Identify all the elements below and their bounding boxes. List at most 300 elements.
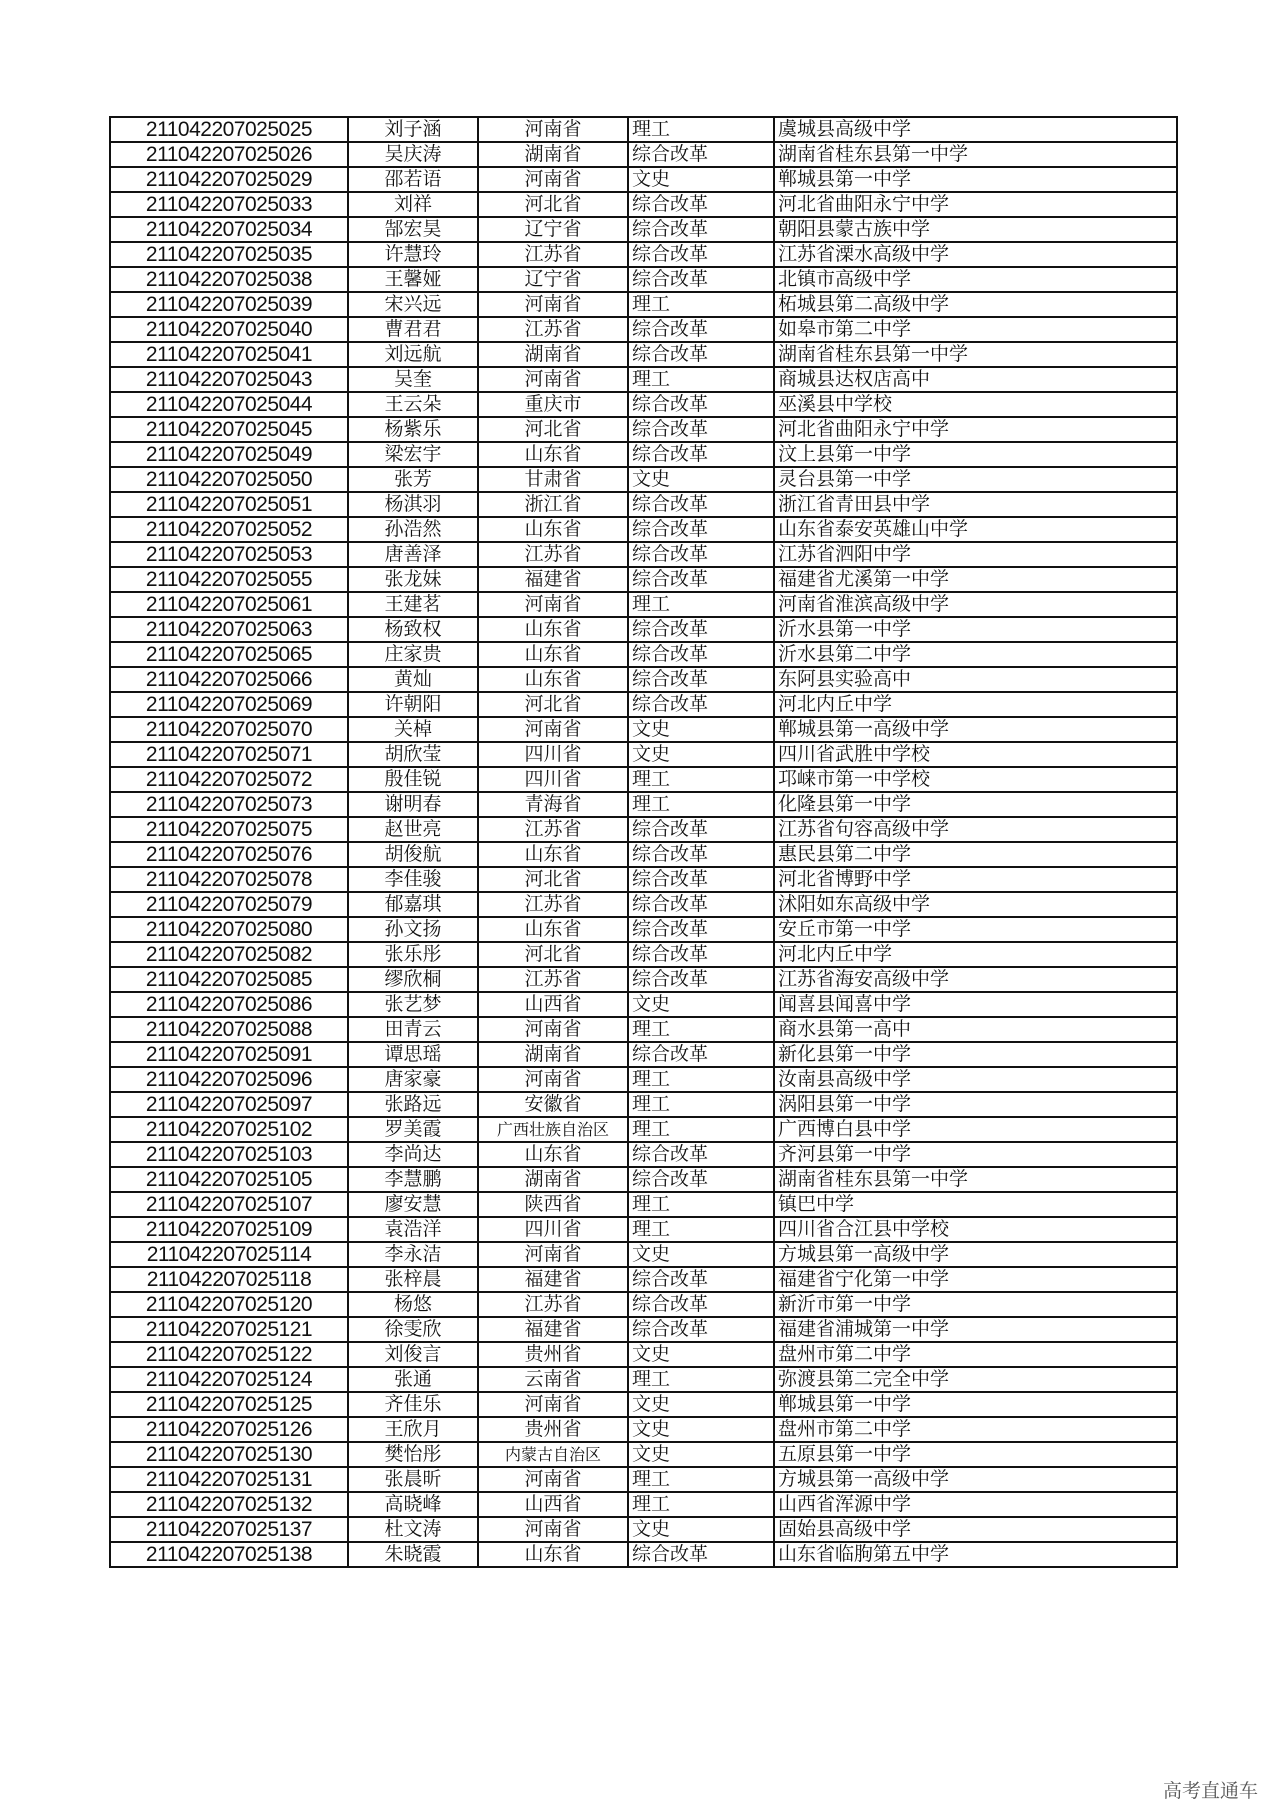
student-name-cell: 杨致权 xyxy=(348,617,478,642)
school-cell: 东阿县实验高中 xyxy=(774,667,1177,692)
school-cell: 福建省浦城第一中学 xyxy=(774,1317,1177,1342)
student-name-cell: 徐雯欣 xyxy=(348,1317,478,1342)
exam-id-cell: 211042207025088 xyxy=(110,1017,348,1042)
province-cell: 山东省 xyxy=(478,517,628,542)
school-cell: 湖南省桂东县第一中学 xyxy=(774,342,1177,367)
exam-id-cell: 211042207025029 xyxy=(110,167,348,192)
table-row xyxy=(110,567,1177,592)
table-row xyxy=(110,1217,1177,1242)
school-cell: 固始县高级中学 xyxy=(774,1517,1177,1542)
exam-id-cell: 211042207025041 xyxy=(110,342,348,367)
table-row xyxy=(110,1167,1177,1192)
province-cell: 湖南省 xyxy=(478,342,628,367)
province-cell: 河南省 xyxy=(478,1067,628,1092)
student-name-cell: 李尚达 xyxy=(348,1142,478,1167)
school-cell: 山东省临朐第五中学 xyxy=(774,1542,1177,1567)
province-cell: 陕西省 xyxy=(478,1192,628,1217)
table-row xyxy=(110,242,1177,267)
table-row xyxy=(110,942,1177,967)
student-name-cell: 刘子涵 xyxy=(348,117,478,142)
school-cell: 汝南县高级中学 xyxy=(774,1067,1177,1092)
school-cell: 江苏省海安高级中学 xyxy=(774,967,1177,992)
school-cell: 齐河县第一中学 xyxy=(774,1142,1177,1167)
student-name-cell: 许朝阳 xyxy=(348,692,478,717)
province-cell: 青海省 xyxy=(478,792,628,817)
table-row xyxy=(110,417,1177,442)
subject-type-cell: 文史 xyxy=(628,742,774,767)
student-name-cell: 罗美霞 xyxy=(348,1117,478,1142)
table-row xyxy=(110,1242,1177,1267)
table-row xyxy=(110,1542,1177,1567)
subject-type-cell: 理工 xyxy=(628,767,774,792)
province-cell: 辽宁省 xyxy=(478,217,628,242)
school-cell: 商水县第一高中 xyxy=(774,1017,1177,1042)
subject-type-cell: 综合改革 xyxy=(628,692,774,717)
province-cell: 广西壮族自治区 xyxy=(478,1117,628,1142)
exam-id-cell: 211042207025124 xyxy=(110,1367,348,1392)
subject-type-cell: 理工 xyxy=(628,367,774,392)
subject-type-cell: 综合改革 xyxy=(628,1542,774,1567)
subject-type-cell: 综合改革 xyxy=(628,1267,774,1292)
table-row xyxy=(110,1367,1177,1392)
exam-id-cell: 211042207025052 xyxy=(110,517,348,542)
school-cell: 镇巴中学 xyxy=(774,1192,1177,1217)
school-cell: 河北省曲阳永宁中学 xyxy=(774,417,1177,442)
student-name-cell: 刘俊言 xyxy=(348,1342,478,1367)
school-cell: 福建省尤溪第一中学 xyxy=(774,567,1177,592)
student-name-cell: 张通 xyxy=(348,1367,478,1392)
table-row xyxy=(110,1467,1177,1492)
subject-type-cell: 文史 xyxy=(628,167,774,192)
school-cell: 方城县第一高级中学 xyxy=(774,1242,1177,1267)
table-row xyxy=(110,442,1177,467)
exam-id-cell: 211042207025050 xyxy=(110,467,348,492)
subject-type-cell: 文史 xyxy=(628,467,774,492)
student-name-cell: 曹君君 xyxy=(348,317,478,342)
province-cell: 河南省 xyxy=(478,292,628,317)
exam-id-cell: 211042207025040 xyxy=(110,317,348,342)
student-name-cell: 李永洁 xyxy=(348,1242,478,1267)
exam-id-cell: 211042207025069 xyxy=(110,692,348,717)
student-name-cell: 张梓晨 xyxy=(348,1267,478,1292)
exam-id-cell: 211042207025073 xyxy=(110,792,348,817)
province-cell: 河南省 xyxy=(478,117,628,142)
school-cell: 河南省淮滨高级中学 xyxy=(774,592,1177,617)
province-cell: 山西省 xyxy=(478,1492,628,1517)
subject-type-cell: 综合改革 xyxy=(628,1292,774,1317)
student-name-cell: 王云朵 xyxy=(348,392,478,417)
subject-type-cell: 理工 xyxy=(628,1217,774,1242)
subject-type-cell: 综合改革 xyxy=(628,1167,774,1192)
school-cell: 郸城县第一中学 xyxy=(774,167,1177,192)
school-cell: 新沂市第一中学 xyxy=(774,1292,1177,1317)
table-row xyxy=(110,1117,1177,1142)
subject-type-cell: 文史 xyxy=(628,1392,774,1417)
province-cell: 山东省 xyxy=(478,617,628,642)
student-name-cell: 胡俊航 xyxy=(348,842,478,867)
school-cell: 朝阳县蒙古族中学 xyxy=(774,217,1177,242)
subject-type-cell: 综合改革 xyxy=(628,967,774,992)
province-cell: 四川省 xyxy=(478,1217,628,1242)
student-name-cell: 赵世亮 xyxy=(348,817,478,842)
table-row xyxy=(110,167,1177,192)
school-cell: 邛崃市第一中学校 xyxy=(774,767,1177,792)
province-cell: 河北省 xyxy=(478,417,628,442)
province-cell: 江苏省 xyxy=(478,542,628,567)
exam-id-cell: 211042207025034 xyxy=(110,217,348,242)
province-cell: 山东省 xyxy=(478,442,628,467)
subject-type-cell: 综合改革 xyxy=(628,342,774,367)
table-row xyxy=(110,1317,1177,1342)
subject-type-cell: 综合改革 xyxy=(628,417,774,442)
student-name-cell: 邵若语 xyxy=(348,167,478,192)
subject-type-cell: 综合改革 xyxy=(628,1042,774,1067)
watermark: 高考直通车 xyxy=(1162,1780,1258,1802)
table-row xyxy=(110,1142,1177,1167)
province-cell: 重庆市 xyxy=(478,392,628,417)
school-cell: 沂水县第二中学 xyxy=(774,642,1177,667)
school-cell: 山西省浑源中学 xyxy=(774,1492,1177,1517)
province-cell: 江苏省 xyxy=(478,817,628,842)
school-cell: 盘州市第二中学 xyxy=(774,1417,1177,1442)
subject-type-cell: 理工 xyxy=(628,1117,774,1142)
table-row xyxy=(110,392,1177,417)
exam-id-cell: 211042207025045 xyxy=(110,417,348,442)
school-cell: 商城县达权店高中 xyxy=(774,367,1177,392)
subject-type-cell: 综合改革 xyxy=(628,442,774,467)
student-name-cell: 袁浩洋 xyxy=(348,1217,478,1242)
province-cell: 山西省 xyxy=(478,992,628,1017)
student-name-cell: 齐佳乐 xyxy=(348,1392,478,1417)
table-row xyxy=(110,1192,1177,1217)
exam-id-cell: 211042207025097 xyxy=(110,1092,348,1117)
student-name-cell: 王欣月 xyxy=(348,1417,478,1442)
subject-type-cell: 综合改革 xyxy=(628,192,774,217)
province-cell: 江苏省 xyxy=(478,892,628,917)
table-row xyxy=(110,1517,1177,1542)
subject-type-cell: 文史 xyxy=(628,1517,774,1542)
exam-id-cell: 211042207025137 xyxy=(110,1517,348,1542)
exam-id-cell: 211042207025051 xyxy=(110,492,348,517)
subject-type-cell: 文史 xyxy=(628,1442,774,1467)
school-cell: 湖南省桂东县第一中学 xyxy=(774,1167,1177,1192)
subject-type-cell: 综合改革 xyxy=(628,842,774,867)
exam-id-cell: 211042207025049 xyxy=(110,442,348,467)
table-row xyxy=(110,692,1177,717)
exam-id-cell: 211042207025085 xyxy=(110,967,348,992)
province-cell: 江苏省 xyxy=(478,967,628,992)
school-cell: 四川省合江县中学校 xyxy=(774,1217,1177,1242)
exam-id-cell: 211042207025079 xyxy=(110,892,348,917)
school-cell: 虞城县高级中学 xyxy=(774,117,1177,142)
province-cell: 山东省 xyxy=(478,1542,628,1567)
province-cell: 河南省 xyxy=(478,1467,628,1492)
province-cell: 江苏省 xyxy=(478,1292,628,1317)
school-cell: 湖南省桂东县第一中学 xyxy=(774,142,1177,167)
school-cell: 福建省宁化第一中学 xyxy=(774,1267,1177,1292)
subject-type-cell: 理工 xyxy=(628,1467,774,1492)
exam-id-cell: 211042207025105 xyxy=(110,1167,348,1192)
exam-id-cell: 211042207025107 xyxy=(110,1192,348,1217)
student-name-cell: 杨悠 xyxy=(348,1292,478,1317)
subject-type-cell: 理工 xyxy=(628,1092,774,1117)
school-cell: 浙江省青田县中学 xyxy=(774,492,1177,517)
province-cell: 安徽省 xyxy=(478,1092,628,1117)
province-cell: 江苏省 xyxy=(478,317,628,342)
exam-id-cell: 211042207025103 xyxy=(110,1142,348,1167)
province-cell: 山东省 xyxy=(478,917,628,942)
subject-type-cell: 理工 xyxy=(628,1492,774,1517)
school-cell: 沂水县第一中学 xyxy=(774,617,1177,642)
subject-type-cell: 理工 xyxy=(628,292,774,317)
subject-type-cell: 理工 xyxy=(628,1017,774,1042)
exam-id-cell: 211042207025130 xyxy=(110,1442,348,1467)
exam-id-cell: 211042207025132 xyxy=(110,1492,348,1517)
province-cell: 江苏省 xyxy=(478,242,628,267)
exam-id-cell: 211042207025120 xyxy=(110,1292,348,1317)
table-row xyxy=(110,117,1177,142)
subject-type-cell: 理工 xyxy=(628,1192,774,1217)
table-row xyxy=(110,717,1177,742)
table-row xyxy=(110,142,1177,167)
school-cell: 广西博白县中学 xyxy=(774,1117,1177,1142)
subject-type-cell: 综合改革 xyxy=(628,492,774,517)
province-cell: 河南省 xyxy=(478,592,628,617)
subject-type-cell: 综合改革 xyxy=(628,517,774,542)
student-name-cell: 张乐彤 xyxy=(348,942,478,967)
province-cell: 河北省 xyxy=(478,692,628,717)
exam-id-cell: 211042207025035 xyxy=(110,242,348,267)
province-cell: 浙江省 xyxy=(478,492,628,517)
exam-id-cell: 211042207025033 xyxy=(110,192,348,217)
exam-id-cell: 211042207025066 xyxy=(110,667,348,692)
school-cell: 江苏省句容高级中学 xyxy=(774,817,1177,842)
student-name-cell: 李慧鹏 xyxy=(348,1167,478,1192)
subject-type-cell: 文史 xyxy=(628,1242,774,1267)
school-cell: 安丘市第一中学 xyxy=(774,917,1177,942)
table-row xyxy=(110,1417,1177,1442)
student-name-cell: 李佳骏 xyxy=(348,867,478,892)
subject-type-cell: 文史 xyxy=(628,717,774,742)
school-cell: 闻喜县闻喜中学 xyxy=(774,992,1177,1017)
exam-id-cell: 211042207025131 xyxy=(110,1467,348,1492)
subject-type-cell: 文史 xyxy=(628,992,774,1017)
student-name-cell: 杨紫乐 xyxy=(348,417,478,442)
exam-id-cell: 211042207025070 xyxy=(110,717,348,742)
table-row xyxy=(110,967,1177,992)
school-cell: 河北省博野中学 xyxy=(774,867,1177,892)
table-row xyxy=(110,517,1177,542)
exam-id-cell: 211042207025072 xyxy=(110,767,348,792)
student-name-cell: 王馨娅 xyxy=(348,267,478,292)
province-cell: 云南省 xyxy=(478,1367,628,1392)
exam-id-cell: 211042207025126 xyxy=(110,1417,348,1442)
student-name-cell: 张芳 xyxy=(348,467,478,492)
province-cell: 河北省 xyxy=(478,867,628,892)
table-row xyxy=(110,542,1177,567)
subject-type-cell: 综合改革 xyxy=(628,567,774,592)
student-name-cell: 胡欣莹 xyxy=(348,742,478,767)
school-cell: 化隆县第一中学 xyxy=(774,792,1177,817)
table-row xyxy=(110,867,1177,892)
table-row xyxy=(110,892,1177,917)
exam-id-cell: 211042207025078 xyxy=(110,867,348,892)
province-cell: 河南省 xyxy=(478,167,628,192)
school-cell: 方城县第一高级中学 xyxy=(774,1467,1177,1492)
subject-type-cell: 综合改革 xyxy=(628,617,774,642)
table-row xyxy=(110,767,1177,792)
exam-id-cell: 211042207025082 xyxy=(110,942,348,967)
subject-type-cell: 综合改革 xyxy=(628,892,774,917)
student-name-cell: 刘远航 xyxy=(348,342,478,367)
student-name-cell: 王建茗 xyxy=(348,592,478,617)
school-cell: 山东省泰安英雄山中学 xyxy=(774,517,1177,542)
table-row xyxy=(110,292,1177,317)
subject-type-cell: 理工 xyxy=(628,1067,774,1092)
exam-id-cell: 211042207025061 xyxy=(110,592,348,617)
student-name-cell: 樊怡彤 xyxy=(348,1442,478,1467)
school-cell: 郸城县第一高级中学 xyxy=(774,717,1177,742)
province-cell: 内蒙古自治区 xyxy=(478,1442,628,1467)
exam-id-cell: 211042207025043 xyxy=(110,367,348,392)
student-name-cell: 高晓峰 xyxy=(348,1492,478,1517)
subject-type-cell: 综合改革 xyxy=(628,917,774,942)
exam-id-cell: 211042207025075 xyxy=(110,817,348,842)
table-row xyxy=(110,1492,1177,1517)
school-cell: 巫溪县中学校 xyxy=(774,392,1177,417)
province-cell: 山东省 xyxy=(478,842,628,867)
province-cell: 山东省 xyxy=(478,1142,628,1167)
table-row xyxy=(110,842,1177,867)
student-name-cell: 许慧玲 xyxy=(348,242,478,267)
school-cell: 江苏省溧水高级中学 xyxy=(774,242,1177,267)
province-cell: 河南省 xyxy=(478,1517,628,1542)
student-name-cell: 吴奎 xyxy=(348,367,478,392)
table-row xyxy=(110,1017,1177,1042)
table-row xyxy=(110,917,1177,942)
table-row xyxy=(110,1067,1177,1092)
exam-id-cell: 211042207025102 xyxy=(110,1117,348,1142)
table-row xyxy=(110,1042,1177,1067)
table-row xyxy=(110,317,1177,342)
student-name-cell: 缪欣桐 xyxy=(348,967,478,992)
province-cell: 山东省 xyxy=(478,667,628,692)
subject-type-cell: 综合改革 xyxy=(628,817,774,842)
subject-type-cell: 综合改革 xyxy=(628,542,774,567)
exam-id-cell: 211042207025076 xyxy=(110,842,348,867)
subject-type-cell: 综合改革 xyxy=(628,317,774,342)
exam-id-cell: 211042207025109 xyxy=(110,1217,348,1242)
subject-type-cell: 综合改革 xyxy=(628,142,774,167)
student-name-cell: 黄灿 xyxy=(348,667,478,692)
table-row xyxy=(110,217,1177,242)
province-cell: 福建省 xyxy=(478,1317,628,1342)
student-name-cell: 张晨昕 xyxy=(348,1467,478,1492)
subject-type-cell: 综合改革 xyxy=(628,667,774,692)
province-cell: 四川省 xyxy=(478,767,628,792)
student-name-cell: 孙浩然 xyxy=(348,517,478,542)
table-row xyxy=(110,1392,1177,1417)
subject-type-cell: 综合改革 xyxy=(628,1317,774,1342)
exam-id-cell: 211042207025039 xyxy=(110,292,348,317)
exam-id-cell: 211042207025125 xyxy=(110,1392,348,1417)
school-cell: 盘州市第二中学 xyxy=(774,1342,1177,1367)
province-cell: 河北省 xyxy=(478,942,628,967)
subject-type-cell: 综合改革 xyxy=(628,1142,774,1167)
exam-id-cell: 211042207025080 xyxy=(110,917,348,942)
exam-id-cell: 211042207025038 xyxy=(110,267,348,292)
province-cell: 河南省 xyxy=(478,1017,628,1042)
student-name-cell: 刘祥 xyxy=(348,192,478,217)
exam-id-cell: 211042207025086 xyxy=(110,992,348,1017)
exam-id-cell: 211042207025063 xyxy=(110,617,348,642)
school-cell: 涡阳县第一中学 xyxy=(774,1092,1177,1117)
student-name-cell: 关棹 xyxy=(348,717,478,742)
table-row xyxy=(110,1342,1177,1367)
exam-id-cell: 211042207025122 xyxy=(110,1342,348,1367)
school-cell: 弥渡县第二完全中学 xyxy=(774,1367,1177,1392)
student-name-cell: 吴庆涛 xyxy=(348,142,478,167)
student-name-cell: 孙文扬 xyxy=(348,917,478,942)
student-name-cell: 庄家贵 xyxy=(348,642,478,667)
subject-type-cell: 综合改革 xyxy=(628,242,774,267)
province-cell: 湖南省 xyxy=(478,142,628,167)
table-row xyxy=(110,592,1177,617)
exam-id-cell: 211042207025114 xyxy=(110,1242,348,1267)
table-row xyxy=(110,817,1177,842)
table-row xyxy=(110,617,1177,642)
table-row xyxy=(110,667,1177,692)
province-cell: 贵州省 xyxy=(478,1417,628,1442)
table-row xyxy=(110,267,1177,292)
table-row xyxy=(110,792,1177,817)
province-cell: 贵州省 xyxy=(478,1342,628,1367)
province-cell: 河南省 xyxy=(478,367,628,392)
table-row xyxy=(110,467,1177,492)
school-cell: 江苏省泗阳中学 xyxy=(774,542,1177,567)
province-cell: 河南省 xyxy=(478,717,628,742)
student-name-cell: 唐家豪 xyxy=(348,1067,478,1092)
subject-type-cell: 综合改革 xyxy=(628,392,774,417)
school-cell: 灵台县第一中学 xyxy=(774,467,1177,492)
table-row xyxy=(110,1092,1177,1117)
province-cell: 辽宁省 xyxy=(478,267,628,292)
province-cell: 河南省 xyxy=(478,1392,628,1417)
subject-type-cell: 理工 xyxy=(628,117,774,142)
exam-id-cell: 211042207025121 xyxy=(110,1317,348,1342)
school-cell: 四川省武胜中学校 xyxy=(774,742,1177,767)
table-row xyxy=(110,367,1177,392)
province-cell: 河北省 xyxy=(478,192,628,217)
exam-id-cell: 211042207025044 xyxy=(110,392,348,417)
school-cell: 河北内丘中学 xyxy=(774,942,1177,967)
table-row xyxy=(110,342,1177,367)
exam-id-cell: 211042207025118 xyxy=(110,1267,348,1292)
subject-type-cell: 理工 xyxy=(628,1367,774,1392)
school-cell: 河北省曲阳永宁中学 xyxy=(774,192,1177,217)
subject-type-cell: 综合改革 xyxy=(628,642,774,667)
student-name-cell: 张龙妹 xyxy=(348,567,478,592)
province-cell: 甘肃省 xyxy=(478,467,628,492)
exam-id-cell: 211042207025065 xyxy=(110,642,348,667)
province-cell: 河南省 xyxy=(478,1242,628,1267)
table-row xyxy=(110,1442,1177,1467)
subject-type-cell: 文史 xyxy=(628,1342,774,1367)
student-name-cell: 郜宏昊 xyxy=(348,217,478,242)
admission-list-table xyxy=(109,116,1178,1568)
table-row xyxy=(110,492,1177,517)
exam-id-cell: 211042207025071 xyxy=(110,742,348,767)
